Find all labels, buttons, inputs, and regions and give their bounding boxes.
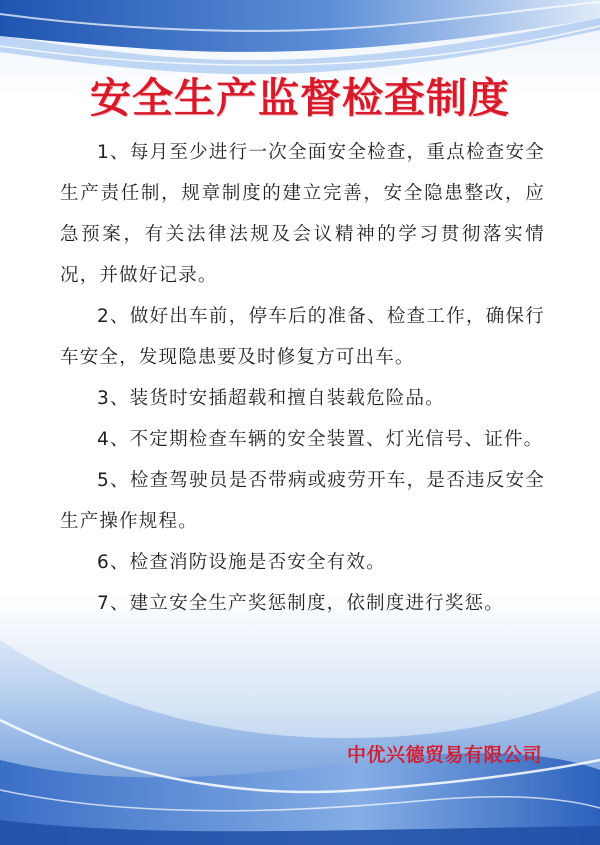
document-title: 安全生产监督检查制度 <box>90 74 510 122</box>
rule-item-5: 5、检查驾驶员是否带病或疲劳开车，是否违反安全生产操作规程。 <box>60 470 545 532</box>
rule-item-1: 1、每月至少进行一次全面安全检查，重点检查安全生产责任制，规章制度的建立完善，安全隐患整改，应急预案，有关法律法规及会议精神的学习贯彻落实情况，并做好记录。 <box>60 142 545 286</box>
rule-list <box>60 132 545 624</box>
rule-item-3: 3、装货时安插超载和擅自装载危险品。 <box>97 388 445 409</box>
rule-item-2: 2、做好出车前，停车后的准备、检查工作，确保行车安全，发现隐患要及时修复方可出车。 <box>60 306 545 368</box>
company-name: 中优兴德贸易有限公司 <box>346 744 542 766</box>
rule-item-6: 6、检查消防设施是否安全有效。 <box>97 552 386 573</box>
rule-item-4: 4、不定期检查车辆的安全装置、灯光信号、证件。 <box>97 429 544 450</box>
rule-item-7: 7、建立安全生产奖惩制度，依制度进行奖惩。 <box>97 593 504 614</box>
